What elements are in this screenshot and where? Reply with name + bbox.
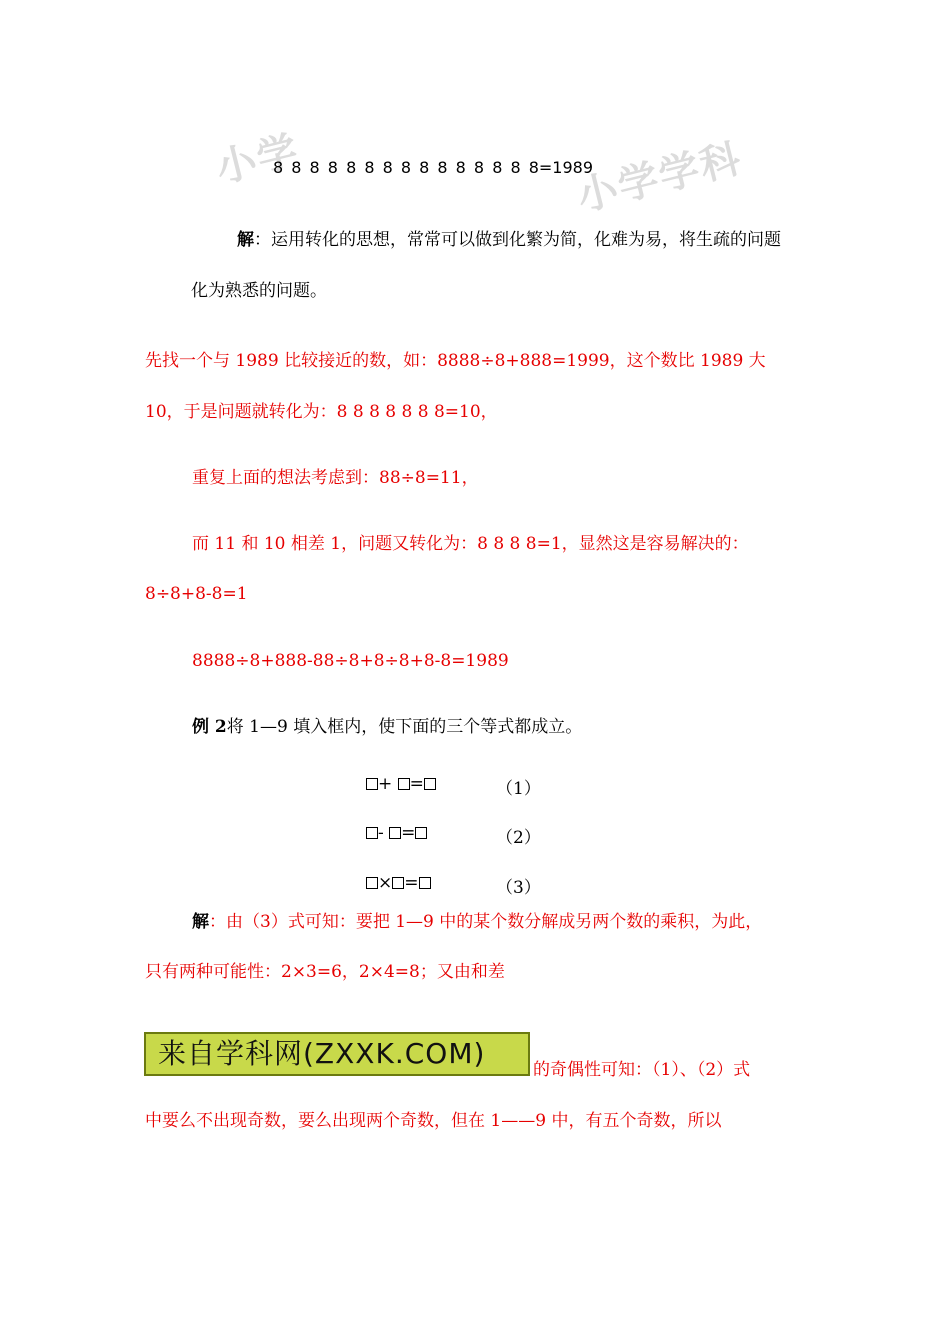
solution1-label: 解	[237, 230, 254, 250]
operator: -	[378, 823, 384, 843]
operator: ×	[378, 873, 393, 893]
answer-box[interactable]	[366, 778, 378, 790]
equals-sign: =	[404, 873, 419, 893]
example2-line	[192, 716, 582, 738]
equation-number: （2）	[496, 828, 541, 848]
solution2-label: 解	[192, 912, 209, 932]
answer-box[interactable]	[419, 877, 431, 889]
answer-box[interactable]	[424, 778, 436, 790]
answer-box[interactable]	[366, 877, 378, 889]
solution2-line3: 的奇偶性可知：（1）、（2）式	[533, 1060, 751, 1080]
watermark-1: 小学	[211, 127, 305, 193]
solution2-text-1: ：由（3）式可知：要把 1—9 中的某个数分解成另两个数的乘积，为此，	[209, 912, 763, 932]
red-paragraph-3-line1: 而 11 和 10 相差 1，问题又转化为：8 8 8 8=1，显然这是容易解决的：	[192, 534, 749, 554]
solution1-line1	[237, 229, 781, 251]
equals-sign: =	[401, 823, 416, 843]
equation-number: （3）	[496, 878, 541, 898]
watermark-2: 小学学科	[572, 135, 747, 221]
equation-number: （1）	[496, 779, 541, 799]
puzzle-line: 8 8 8 8 8 8 8 8 8 8 8 8 8 8 8=1989	[273, 158, 594, 177]
red-paragraph-3-line2: 8÷8+8-8=1	[145, 584, 248, 604]
red-paragraph-1-line1: 先找一个与 1989 比较接近的数，如：8888÷8+888=1999，这个数比 1989 大	[145, 351, 766, 371]
equation-1	[366, 774, 541, 799]
equals-sign: =	[409, 774, 424, 794]
solution2-line2: 只有两种可能性：2×3=6，2×4=8；又由和差	[145, 962, 505, 982]
red-paragraph-1-line2: 10，于是问题就转化为：8 8 8 8 8 8 8=10，	[145, 402, 498, 422]
answer-box[interactable]	[389, 827, 401, 839]
equation-3	[366, 873, 541, 898]
equation-2	[366, 823, 541, 848]
answer-box[interactable]	[398, 778, 410, 790]
solution1-line2: 化为熟悉的问题。	[191, 281, 327, 301]
solution1-text-1: ：运用转化的思想，常常可以做到化繁为简，化难为易，将生疏的问题	[254, 230, 781, 250]
answer-box[interactable]	[366, 827, 378, 839]
solution2-line4: 中要么不出现奇数，要么出现两个奇数，但在 1——9 中，有五个奇数，所以	[145, 1111, 722, 1131]
zxxk-banner[interactable]: 来自学科网(ZXXK.COM)	[144, 1032, 530, 1076]
operator: +	[378, 774, 393, 794]
answer-box[interactable]	[392, 877, 404, 889]
example2-label: 例 2	[192, 717, 227, 737]
answer-box[interactable]	[415, 827, 427, 839]
example2-text: 将 1—9 填入框内，使下面的三个等式都成立。	[226, 717, 583, 737]
solution2-line1	[192, 911, 762, 933]
red-paragraph-4: 8888÷8+888-88÷8+8÷8+8-8=1989	[192, 651, 509, 671]
red-paragraph-2: 重复上面的想法考虑到：88÷8=11，	[192, 468, 479, 488]
